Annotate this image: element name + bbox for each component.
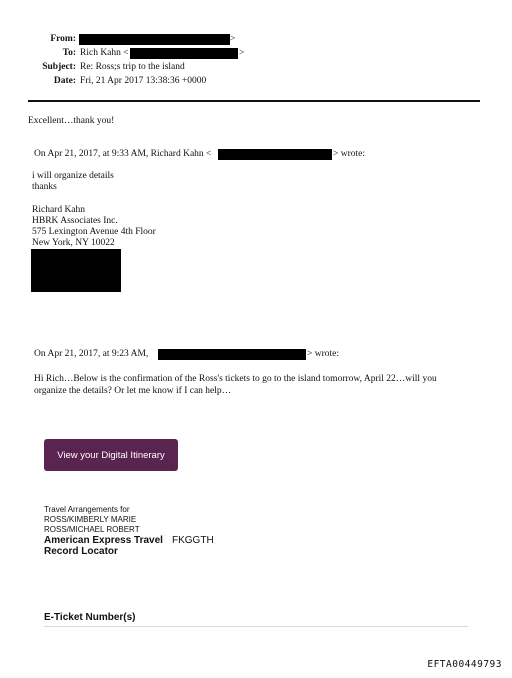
header-divider [28, 100, 480, 102]
to-name: Rich Kahn < [80, 48, 129, 58]
redacted-from [79, 34, 230, 45]
date-value: Fri, 21 Apr 2017 13:38:36 +0000 [80, 76, 207, 86]
eticket-label: E-Ticket Number(s) [44, 612, 136, 623]
record-locator-code: FKGGTH [172, 535, 214, 546]
view-itinerary-button[interactable]: View your Digital Itinerary [44, 439, 178, 471]
redacted-signature-block [31, 249, 121, 292]
redacted-quote2-sender [158, 349, 306, 360]
signature-address: 575 Lexington Avenue 4th Floor [32, 227, 156, 237]
date-label: Date: [53, 76, 76, 86]
from-suffix: > [230, 34, 236, 44]
eticket-divider [44, 626, 468, 627]
quote1-line1: i will organize details [32, 171, 114, 181]
from-label: From: [50, 34, 76, 44]
document-id: EFTA00449793 [427, 659, 502, 670]
signature-city: New York, NY 10022 [32, 238, 115, 248]
to-label: To: [62, 48, 76, 58]
quote1-attribution: On Apr 21, 2017, at 9:33 AM, Richard Kahn < [34, 149, 212, 159]
redacted-to [130, 48, 238, 59]
agency-name: American Express Travel [44, 535, 163, 546]
message-line1: Hi Rich…Below is the confirmation of the Ross's tickets to go to the island tomorrow, April 22…will you [34, 374, 437, 384]
traveler-2: ROSS/MICHAEL ROBERT [44, 525, 140, 534]
quote2-wrote: > wrote: [307, 349, 340, 359]
record-locator-label: Record Locator [44, 546, 118, 557]
redacted-quote1-email [218, 149, 332, 160]
quote1-wrote: > wrote: [333, 149, 366, 159]
subject-label: Subject: [42, 62, 76, 72]
subject-value: Re: Ross;s trip to the island [80, 62, 185, 72]
reply-text: Excellent…thank you! [28, 116, 115, 126]
signature-company: HBRK Associates Inc. [32, 216, 118, 226]
signature-name: Richard Kahn [32, 205, 86, 215]
travel-arrangements-label: Travel Arrangements for [44, 505, 130, 514]
quote2-attribution: On Apr 21, 2017, at 9:23 AM, [34, 349, 149, 359]
to-suffix: > [239, 48, 245, 58]
quote1-line2: thanks [32, 182, 57, 192]
traveler-1: ROSS/KIMBERLY MARIE [44, 515, 137, 524]
message-line2: organize the details? Or let me know if I can help… [34, 386, 232, 396]
